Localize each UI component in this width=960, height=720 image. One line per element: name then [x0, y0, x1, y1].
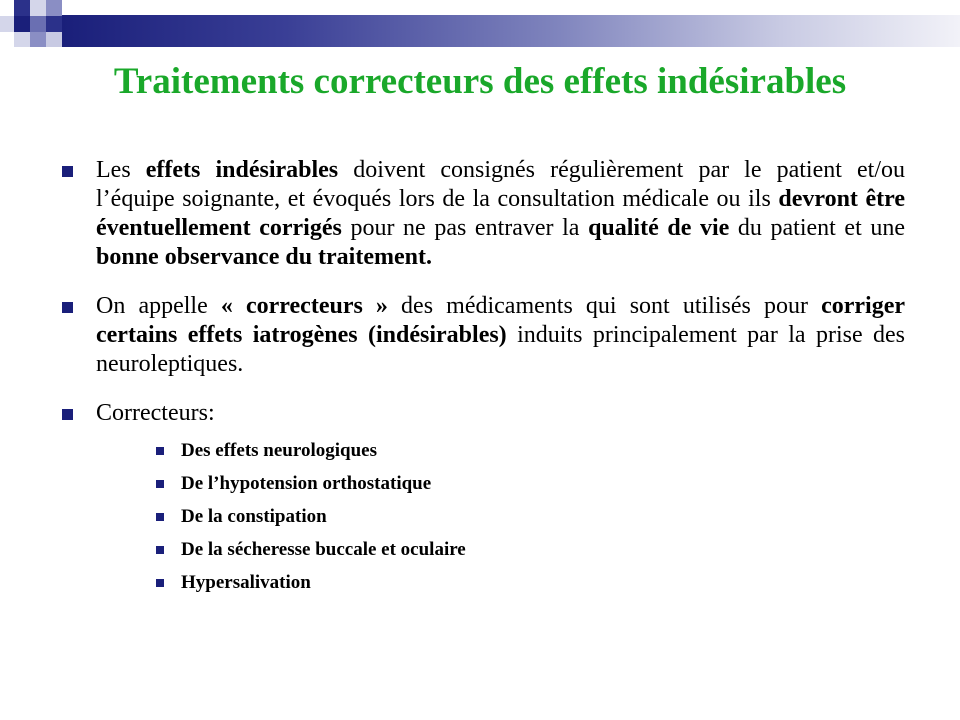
- square-bullet-icon: [156, 546, 164, 554]
- slide-title: Traitements correcteurs des effets indésirables: [113, 61, 847, 102]
- bullet-segment-bold: devront être éventuellement corrigés: [96, 186, 905, 241]
- decor-square: [30, 32, 46, 47]
- decor-square: [30, 0, 46, 16]
- bullet-segment: Les: [96, 157, 146, 183]
- sub-list-item: [156, 440, 905, 462]
- sub-item-text: De l’hypotension orthostatique: [181, 473, 432, 494]
- sub-list-item: [156, 539, 905, 561]
- sub-item-text: De la sécheresse buccale et oculaire: [181, 539, 466, 560]
- sub-item-text: De la constipation: [181, 506, 327, 527]
- bullet-segment: induits principalement par la prise des neuroleptiques.: [96, 322, 905, 377]
- decor-square: [46, 0, 62, 16]
- decor-square: [46, 16, 62, 32]
- bullet-segment: du patient et une: [729, 215, 905, 241]
- decor-square: [14, 32, 30, 47]
- bullet-segment: doivent consignés régulièrement par le patient et/ou l’équipe soignante, et évoqués lors de la consultation médicale ou ils: [96, 157, 905, 212]
- sub-list-item: [156, 473, 905, 495]
- sub-bullet-list: [156, 440, 905, 594]
- square-bullet-icon: [156, 447, 164, 455]
- bullet-item: [60, 399, 905, 428]
- header-gradient-bar: [62, 15, 960, 47]
- square-bullet-icon: [156, 480, 164, 488]
- bullet-list: [60, 156, 905, 605]
- bullet-segment-bold: bonne observance du traitement.: [96, 244, 432, 270]
- sub-item-text: Des effets neurologiques: [181, 440, 377, 461]
- sub-list-item: [156, 506, 905, 528]
- decor-square: [14, 0, 30, 16]
- decor-square: [46, 32, 62, 47]
- sub-list-item: [156, 572, 905, 594]
- square-bullet-icon: [156, 579, 164, 587]
- decor-square: [0, 16, 14, 32]
- bullet-segment-bold: effets indésirables: [145, 157, 339, 183]
- sub-item-text: Hypersalivation: [181, 572, 311, 593]
- square-bullet-icon: [62, 166, 73, 177]
- bullet-segment-bold: qualité de vie: [588, 215, 730, 241]
- square-bullet-icon: [62, 302, 73, 313]
- bullet-segment-bold: « correcteurs »: [220, 293, 388, 319]
- bullet-segment: On appelle: [96, 293, 221, 319]
- header-decoration: [0, 0, 960, 60]
- bullet-text: [96, 157, 905, 270]
- bullet-segment: des médicaments qui sont utilisés pour: [387, 293, 822, 319]
- bullet-item: [60, 156, 905, 272]
- bullet-item: [60, 292, 905, 379]
- decor-square: [14, 16, 30, 32]
- bullet-segment-bold: corriger certains effets iatrogènes (indésirables): [96, 293, 906, 348]
- square-bullet-icon: [156, 513, 164, 521]
- bullet-segment: pour ne pas entraver la: [341, 215, 589, 241]
- bullet-text: [96, 293, 905, 377]
- decor-square: [30, 16, 46, 32]
- square-bullet-icon: [62, 409, 73, 420]
- bullet-text: Correcteurs:: [96, 400, 215, 426]
